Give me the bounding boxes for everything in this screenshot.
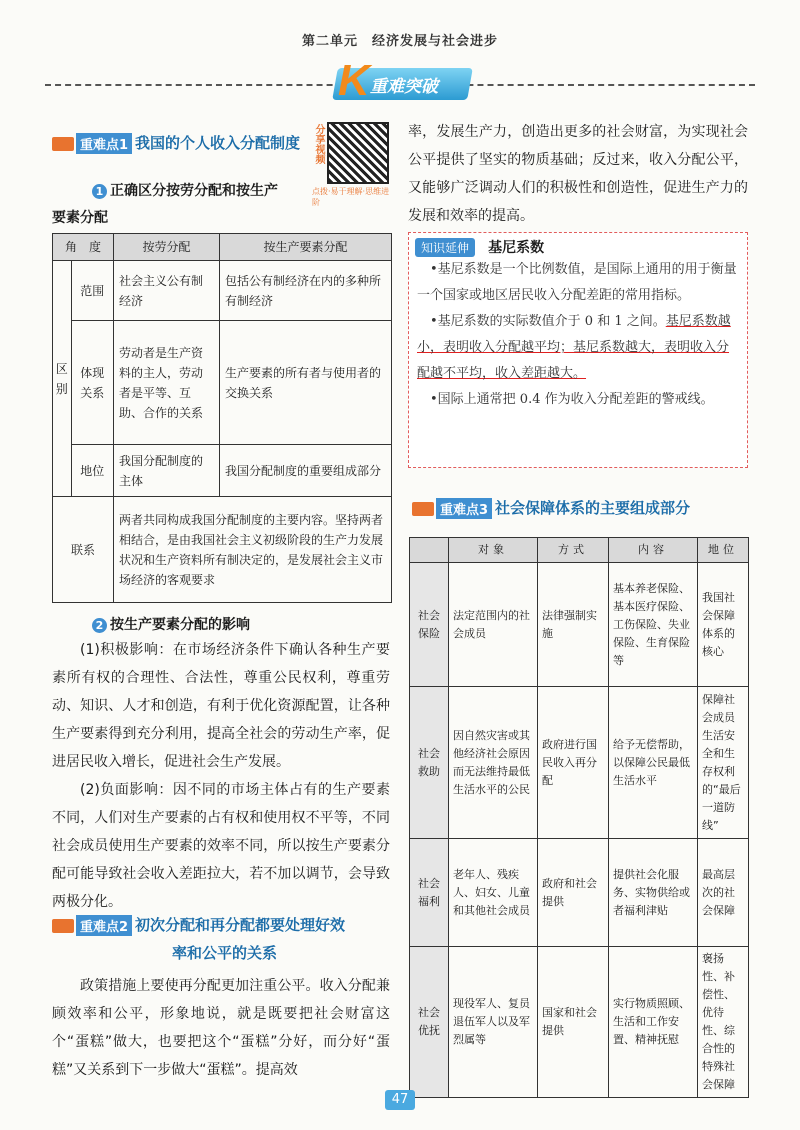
- point1-heading: [52, 132, 300, 154]
- number-circle-icon: 2: [92, 618, 107, 633]
- qr-side-text: 分享视频: [313, 124, 324, 164]
- table-cell: 社会主义公有制经济: [114, 261, 220, 321]
- paragraph: (1)积极影响：在市场经济条件下确认各种生产要素所有权的合理性、合法性，尊重公民权利，尊重劳动、知识、人才和创造，有利于优化资源配置，让各种生产要素得到充分利用，提高全社会的劳动生产率，促进居民收入增长，促进社会生产发展。: [52, 642, 390, 770]
- extension-tag: 知识延伸: [415, 238, 475, 257]
- point2-title-line1: 初次分配和再分配都要处理好效: [135, 916, 346, 934]
- point2-title-line2: 率和公平的关系: [172, 944, 278, 962]
- paragraph: 政策措施上要使再分配更加注重公平。收入分配兼顾效率和公平，形象地说，就是既要把社会财富这个“蛋糕”做大，也要把这个“蛋糕”分好，而分好“蛋糕”又关系到下一步做大“蛋糕”。提高效: [52, 978, 390, 1078]
- sub1-title-line1: 正确区分按劳分配和按生产: [110, 183, 278, 199]
- row-label: 社会优抚: [410, 947, 449, 1098]
- point2-heading: [52, 914, 392, 936]
- extension-highlight: 基尼系数越小，表明收入分配越平均；基尼系数越大，表明收入分配越不平均，收入差距越大。: [417, 314, 731, 381]
- row-label: 联系: [53, 497, 114, 603]
- table-cell: 政府进行国民收入再分配: [538, 687, 609, 839]
- table-cell: 最高层次的社会保障: [698, 839, 749, 947]
- table-header: [410, 538, 449, 563]
- point3-title: 社会保障体系的主要组成部分: [495, 499, 691, 517]
- table-cell: 政府和社会提供: [538, 839, 609, 947]
- sub1-title-line2: 要素分配: [52, 210, 108, 226]
- number-circle-icon: 1: [92, 184, 107, 199]
- extension-title: 基尼系数: [488, 240, 545, 256]
- table-cell: 法律强制实施: [538, 563, 609, 687]
- row-label: 地位: [71, 445, 113, 497]
- knowledge-extension-box: [408, 232, 748, 468]
- extension-bullet-text: •基尼系数的实际数值介于 0 和 1 之间。: [430, 314, 666, 329]
- book-icon: [52, 919, 74, 933]
- sub1-heading: [92, 180, 278, 200]
- point2-label: 重难点2: [76, 915, 132, 936]
- table-cell: 褒扬性、补偿性、优待性、综合性的特殊社会保障: [698, 947, 749, 1098]
- table-cell: 生产要素的所有者与使用者的交换关系: [220, 321, 392, 445]
- extension-bullet: •国际上通常把 0.4 作为收入分配差距的警戒线。: [430, 392, 714, 407]
- table-cell: 基本养老保险、基本医疗保险、工伤保险、失业保险、生育保险等: [609, 563, 698, 687]
- table-cell: 老年人、残疾人、妇女、儿童和其他社会成员: [449, 839, 538, 947]
- extension-bullet: [409, 309, 747, 387]
- book-icon: [412, 502, 434, 516]
- point1-label: 重难点1: [76, 133, 132, 154]
- table-cell: 我国分配制度的重要组成部分: [220, 445, 392, 497]
- table-cell: 法定范围内的社会成员: [449, 563, 538, 687]
- table-cell: 两者共同构成我国分配制度的主要内容。坚持两者相结合，是由我国社会主义初级阶段的生产力发展状况和生产资料所有制决定的，是发展社会主义市场经济的客观要求: [114, 497, 392, 603]
- table-cell: 给予无偿帮助，以保障公民最低生活水平: [609, 687, 698, 839]
- sub2-heading: [92, 614, 250, 634]
- book-icon: [52, 137, 74, 151]
- sub2-title: 按生产要素分配的影响: [110, 617, 250, 633]
- row-label: 社会福利: [410, 839, 449, 947]
- table-cell: 因自然灾害或其他经济社会原因而无法维持最低生活水平的公民: [449, 687, 538, 839]
- table-cell: 我国分配制度的主体: [114, 445, 220, 497]
- table-header: 按生产要素分配: [220, 234, 392, 261]
- paragraph: 率，发展生产力，创造出更多的社会财富，为实现社会公平提供了坚实的物质基础；反过来，收入分配公平，又能够广泛调动人们的积极性和创造性，促进生产力的发展和效率的提高。: [408, 124, 748, 224]
- paragraph: (2)负面影响：因不同的市场主体占有的生产要素不同，人们对生产要素的占有权和使用权不平等，不同社会成员使用生产要素的效率不同，所以按生产要素分配可能导致社会收入差距拉大，若不加以调节，会导致两极分化。: [52, 782, 390, 910]
- qr-code-icon[interactable]: [327, 122, 389, 184]
- social-security-table: [409, 537, 749, 1098]
- banner-title: 重难突破: [370, 77, 438, 97]
- row-label: 社会保险: [410, 563, 449, 687]
- table-cell: 保障社会成员生活安全和生存权利的“最后一道防线”: [698, 687, 749, 839]
- row-label: 社会救助: [410, 687, 449, 839]
- extension-bullet: •基尼系数是一个比例数值，是国际上通用的用于衡量一个国家或地区居民收入分配差距的常用指标。: [417, 262, 737, 303]
- table-cell: 现役军人、复员退伍军人以及军烈属等: [449, 947, 538, 1098]
- unit-header: 第二单元 经济发展与社会进步: [301, 34, 498, 49]
- table-header: 方式: [538, 538, 609, 563]
- table-header: 对象: [449, 538, 538, 563]
- table-header: 角 度: [53, 234, 114, 261]
- table-cell: 实行物质照顾、生活和工作安置、精神抚慰: [609, 947, 698, 1098]
- table-cell: 我国社会保障体系的核心: [698, 563, 749, 687]
- point3-label: 重难点3: [436, 498, 492, 519]
- banner-k-letter: K: [338, 56, 370, 105]
- group-label: 区别: [53, 261, 72, 497]
- table-header: 地位: [698, 538, 749, 563]
- table-cell: 劳动者是生产资料的主人，劳动者是平等、互助、合作的关系: [114, 321, 220, 445]
- point3-heading: [412, 497, 690, 519]
- point1-title: 我国的个人收入分配制度: [135, 134, 301, 152]
- table-cell: 包括公有制经济在内的多种所有制经济: [220, 261, 392, 321]
- table-header: 按劳分配: [114, 234, 220, 261]
- table-cell: 提供社会化服务、实物供给或者福利津贴: [609, 839, 698, 947]
- page-number: 47: [385, 1090, 415, 1110]
- distribution-table: [52, 233, 392, 603]
- table-cell: 国家和社会提供: [538, 947, 609, 1098]
- table-header: 内容: [609, 538, 698, 563]
- qr-caption: 点拨·易于理解·思维进阶: [312, 187, 390, 207]
- row-label: 范围: [71, 261, 113, 321]
- row-label: 体现关系: [71, 321, 113, 445]
